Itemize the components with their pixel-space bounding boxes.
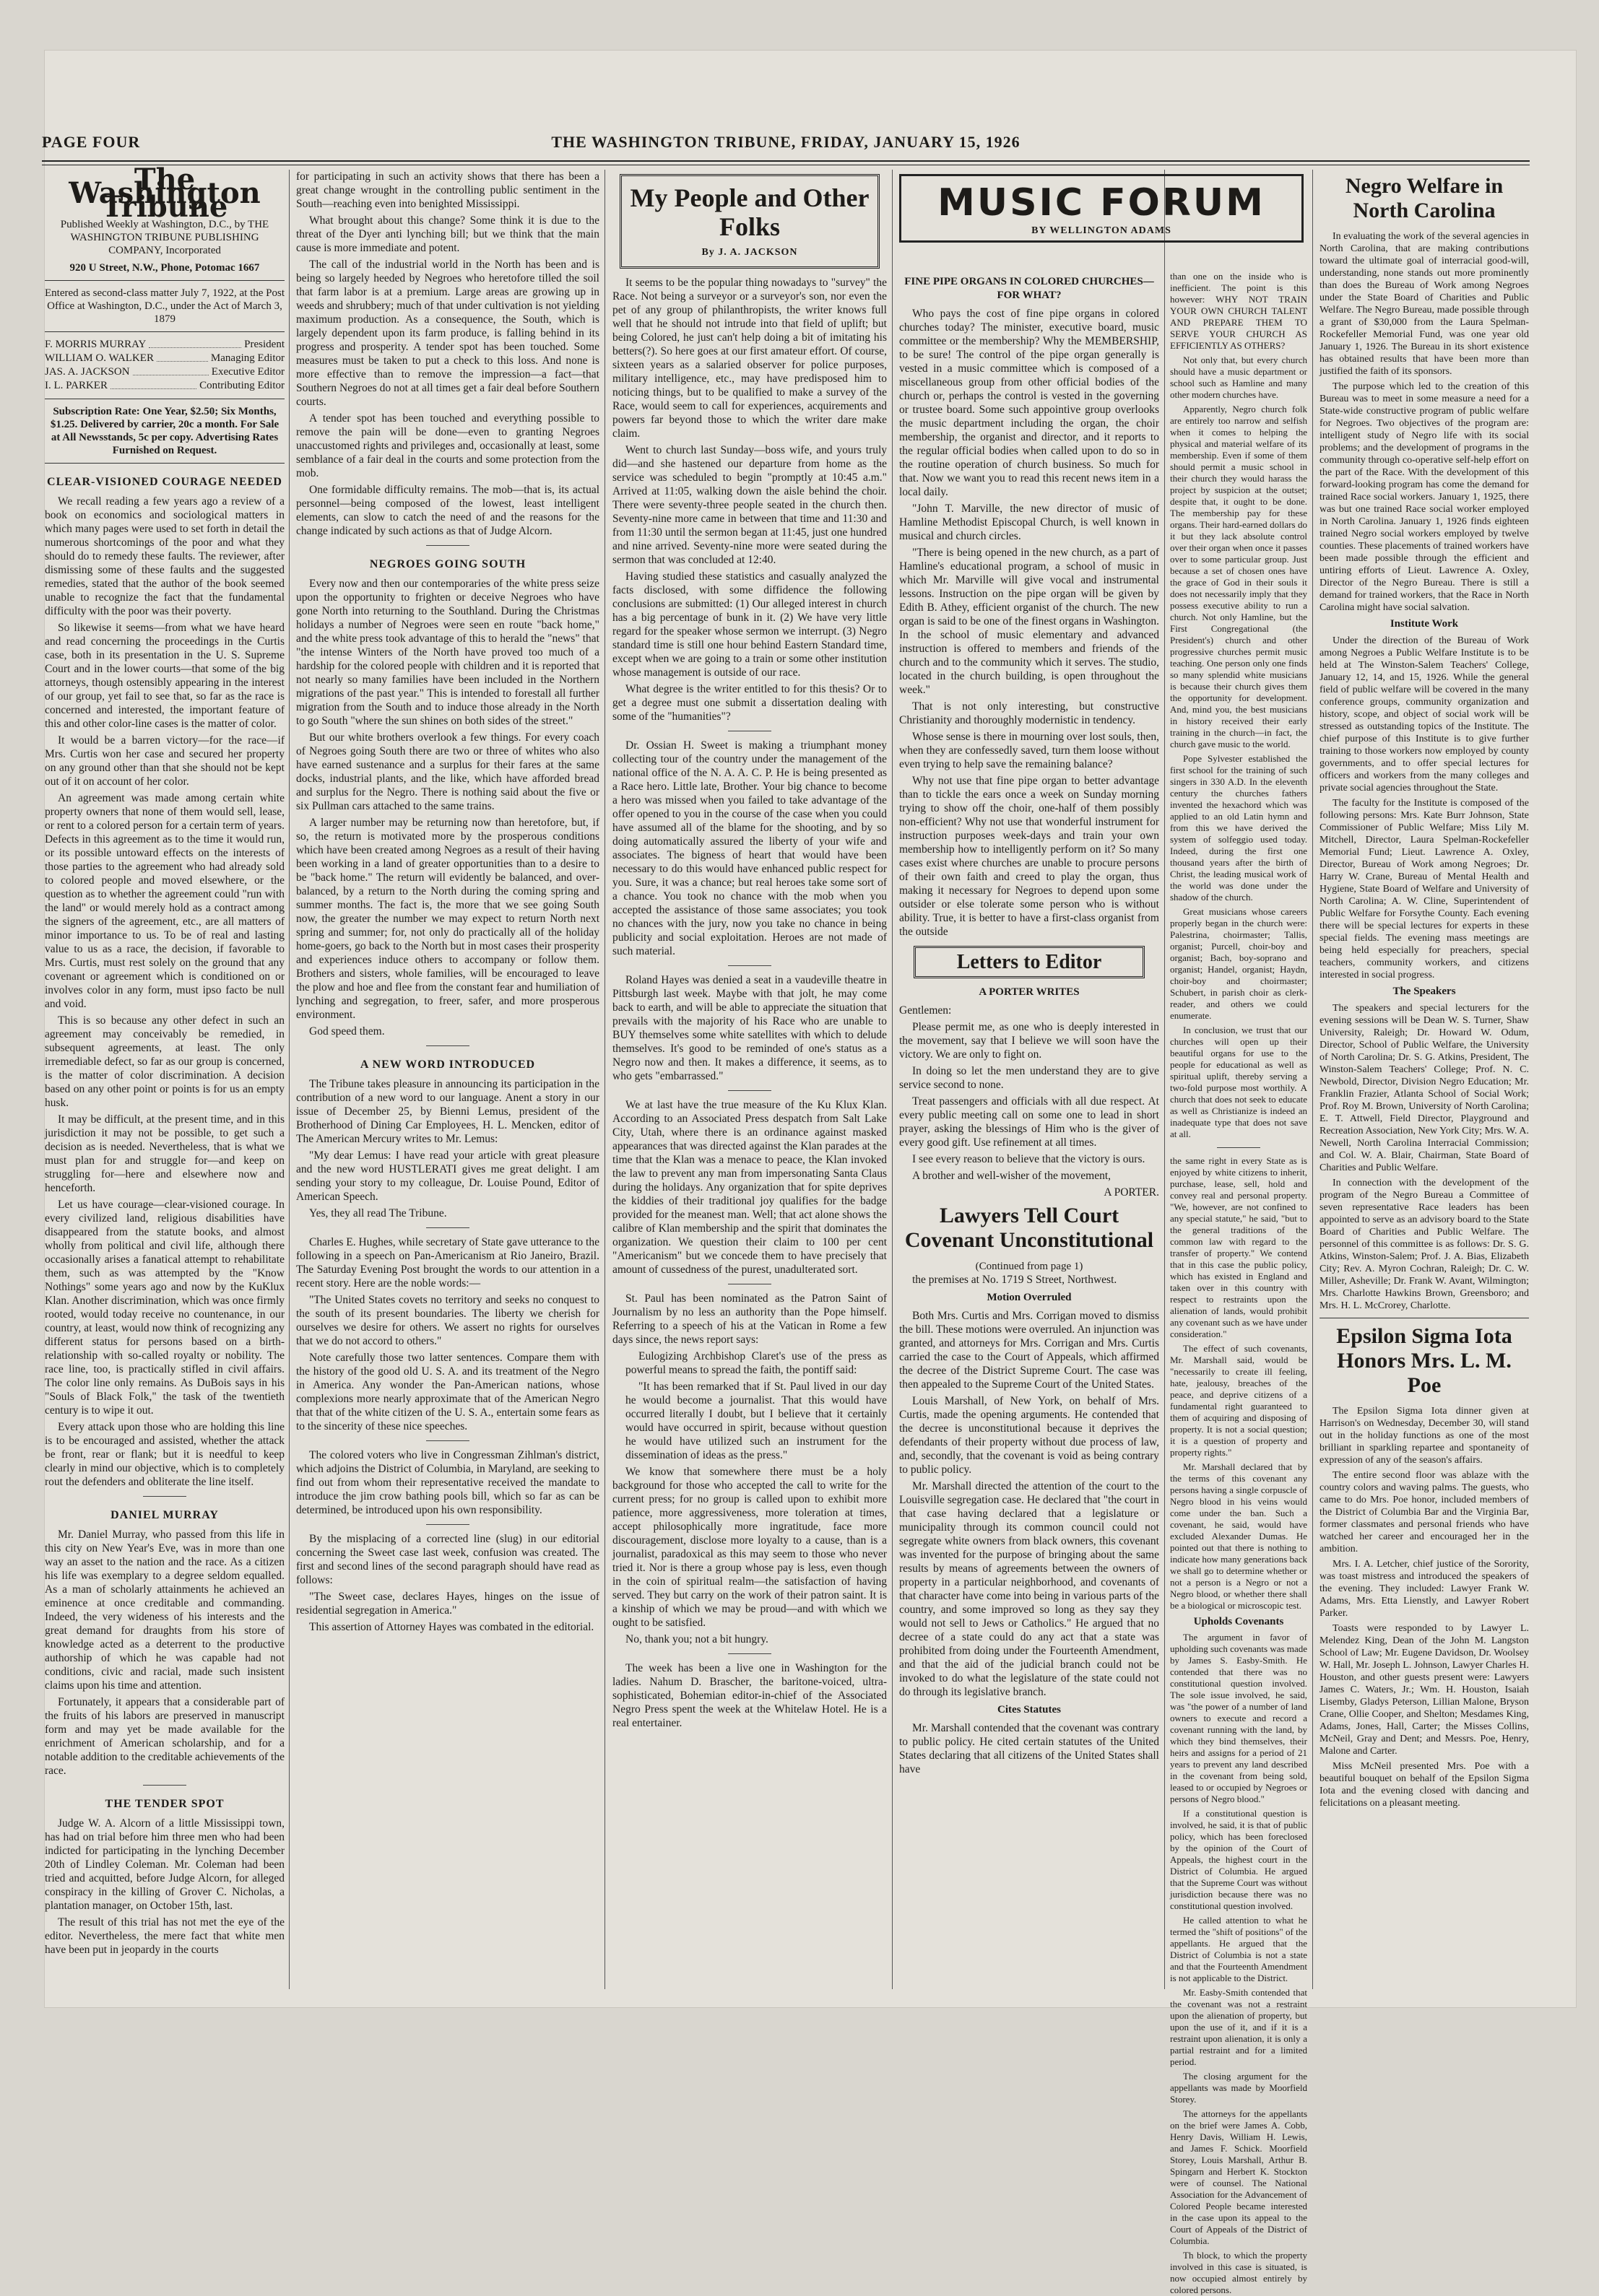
column-4 xyxy=(899,271,1159,1989)
paragraph: A larger number may be returning now than heretofore, but, if so, the return is motivated more by the prosperous conditions which have been created among Negroes as a result of their having been working in a land of greater opportunities than to a desire to be "back home." The return will evidently be balanced, and over-balanced, by a return to the North during the coming spring and summer months. The fact is, the more that we see going South now, the greater the number we may expect to return North next spring and summer; for, not only do practically all of the holiday home-goers, go back to the North but in most cases their prosperity and experiences induce others to accompany or follow them. Brothers and sisters, whole families, will be encouraged to leave the plow and hoe and flee from the constant fear and humiliation of lynching and segregation, to freer, safer, and more prosperous environment. xyxy=(296,817,599,1021)
divider xyxy=(426,1440,469,1441)
paragraph: Mr. Easby-Smith contended that the covenant was not a restraint upon the alienation of property, but upon the use of it, and if it is a restraint upon alienation, it is only a partial restraint and for a limited period. xyxy=(1170,1987,1307,2067)
staff-list xyxy=(45,338,285,393)
paragraph: Mr. Marshall declared that by the terms of this covenant any persons having a single corpuscle of Negro blood in his veins would come under the ban. Such a covenant, he said, would have excluded Alexander Dumas. He pointed out that there is nothing to indicate how many generations back we shall go to determine whether or not a person is a Negro or not a Negro blood, or whether there shall be a biological or microscopic test. xyxy=(1170,1461,1307,1611)
article-headline: Negro Welfare in North Carolina xyxy=(1345,174,1504,222)
paragraph: The purpose which led to the creation of this Bureau was to meet in some measure a need for a State-wide constructive program of public welfare for Negroes. Two objectives of the program are: intelligent study of Negro life with its social problems; and the development of programs in the community through co-operative self-help effort on the part of the Race. With the development of this forward-looking program has come the demand for trained Race social workers. January 1, 1925, there was but one trained Race social worker employed in North Carolina. January 1, 1926 finds eighteen trained Negro social workers employed by twelve counties. These placements of trained workers have been made possible through the efficient and untiring efforts of Lieut. Lawrence A. Oxley, Director of the Negro Bureau. There is still a demand for trained workers, that the Race in North Carolina might have social salvation. xyxy=(1320,381,1529,613)
page-number: PAGE FOUR xyxy=(42,133,141,151)
letters-title-box xyxy=(914,946,1145,978)
divider xyxy=(426,1524,469,1525)
paragraph: Miss McNeil presented Mrs. Poe with a beautiful bouquet on behalf of the Epsilon Sigma Iota and the evening closed with dancing and felicitations on a pleasant meeting. xyxy=(1320,1761,1529,1809)
divider xyxy=(728,1090,771,1091)
paragraph: That is not only interesting, but constructive Christianity and thoroughly modernistic in tendency. xyxy=(899,700,1159,726)
paragraph: Pope Sylvester established the first school for the training of such singers in 330 A.D. In the eleventh century the churches fathers invented the hexachord which was applied to an old Latin hymn and from this we have derived the system of solfeggio used today. Indeed, during the first one thousand years after the birth of Christ, the leading musical work of the world was done under the shadow of the church. xyxy=(1170,753,1307,903)
paragraph: Gentlemen: xyxy=(899,1004,952,1017)
paragraph: for participating in such an activity shows that there has been a great change wrought in the controlling public sentiment in the South—reaching even into benighted Mississippi. xyxy=(296,170,599,210)
paragraph: Louis Marshall, of New York, on behalf of Mrs. Curtis, made the opening arguments. He contended that the decree is unconstitutional because it deprives the defendants of their property without due process of law, and, secondly, that the covenant is void as being contrary to public policy. xyxy=(899,1395,1159,1476)
paragraph: Under the direction of the Bureau of Work among Negroes a Public Welfare Institute is to be held at The Winston-Salem Teachers' College, January 12, 14, and 15, 1926. While the general field of public welfare will be covered in the many conference groups, community organization and history, scope, and object of social work will be stressed as outstanding topics of the Institute. The chief purpose of this Institute is to give further training to those workers now employed by county governments, and to offer special lectures for officers and workers from the many colleges and private social agencies throughout the State. xyxy=(1320,635,1529,793)
column-rule xyxy=(604,170,605,1989)
paragraph: The effect of such covenants, Mr. Marshall said, would be "necessarily to create ill feeling, hate, jealousy, breaches of the peace, and deprive citizens of a fundamental right guaranteed to them of acquiring and disposing of property. It is not a social question; it is a question of property and property rights." xyxy=(1170,1343,1307,1458)
divider xyxy=(426,1227,469,1228)
article-subhead: FINE PIPE ORGANS IN COLORED CHURCHES—FOR WHAT? xyxy=(904,276,1154,301)
entry-notice: Entered as second-class matter July 7, 1922, at the Post Office at Washington, D.C., under the Act of March 3, 1879 xyxy=(45,287,285,325)
paragraph: Mr. Daniel Murray, who passed from this life in this city on New Year's Eve, was in more than one way an asset to the nation and the race. As a citizen his life was exemplary to a degree seldom equalled. As a man of scholarly attainments he achieved an eminence at once creditable and commanding. Indeed, the very wideness of his interests and the great demand for draughts from his store of knowledge acted as a deterrent to the productive authorship of which he was capable had not conditions, civic and racial, made such insistent claims upon his time and attention. xyxy=(45,1529,285,1692)
column-rule xyxy=(289,170,290,1989)
article-subhead: A PORTER WRITES xyxy=(979,986,1080,998)
byline: By J. A. JACKSON xyxy=(701,247,798,258)
paragraph: Charles E. Hughes, while secretary of State gave utterance to the following in a speech on Pan-Americanism at Rio Janeiro, Brazil. The Saturday Evening Post brought the words to our attention in a recent story. Here are the noble words:— xyxy=(296,1236,599,1290)
paragraph: Th block, to which the property involved in this case is situated, is now occupied almost entirely by colored persons. xyxy=(1170,2250,1307,2295)
masthead: The Washington Tribune xyxy=(69,162,261,224)
staff-row: JAS. A. JACKSON Executive Editor xyxy=(45,366,285,378)
paragraph: What degree is the writer entitled to for this thesis? Or to get a degree must one submit a dissertation dealing with some of the "humanities"? xyxy=(612,683,887,723)
paragraph: The Tribune takes pleasure in announcing its participation in the contribution of a new word to our language. Anent a story in our issue of December 25, by Bienni Lemus, president of the Brotherhood of Dining Car Employees, H. L. Mencken, editor of The American Mercury writes to Mr. Lemus: xyxy=(296,1078,599,1145)
paragraph: In evaluating the work of the several agencies in North Carolina, that are making contributions toward the ultimate goal of interracial good-will, understanding, none stands out more prominently than does the Bureau of Work among Negroes under the State Board of Charities and Public Welfare. The Negro Bureau, made possible through a grant of $30,000 from the Laura Spelman-Rockefeller Memorial Fund, was one year old January 1, 1926. The Bureau in its short existence has obtained results that have been more than justified the faith of its sponsors. xyxy=(1320,231,1529,377)
paragraph: The week has been a live one in Washington for the ladies. Nahum D. Brascher, the baritone-voiced, ultra-sophisticated, Bohemian editor-in-chief of the Associated Negro Press spent the week at the Whitelaw Hotel. He is a real entertainer. xyxy=(612,1662,887,1729)
paragraph: The colored voters who live in Congressman Zihlman's district, which adjoins the District of Columbia, in Maryland, are seeking to find out from whom their representative received the mandate to introduce the jim crow bathing pools bill, which so far as can be determined, be introduced upon his own responsibility. xyxy=(296,1449,599,1516)
paragraph: Why not use that fine pipe organ to better advantage than to tickle the ears once a week on Sunday morning trying to show off the choir, one-half of them possibly non-efficient? Why not use that wonderful instrument for instruction purposes week-days and train your own membership how to intelligently perform on it? So many cases exist where churches are unable to procure persons of their own faith and creed to play the organ, thus making it necessary for Negroes to depend upon some outsider or else tolerate some person who is without ability. True, it is better to have a first-class organist from the outside xyxy=(899,775,1159,938)
paragraph: Fortunately, it appears that a considerable part of the fruits of his labors are preserved in manuscript form and may yet be made available for the enrichment of American scholarship, and for a notable addition to the creditable achievements of the race. xyxy=(45,1696,285,1777)
editorial-heading: NEGROES GOING SOUTH xyxy=(369,558,526,570)
paragraph: The argument in favor of upholding such covenants was made by James S. Easby-Smith. He contended that there was no constitutional question involved. The sole issue involved, he said, was "the power of a number of land owners to execute and record a covenant running with the land, by which they bind themselves, their heirs and assigns for a period of 21 years to prevent any land described in the covenant from being sold, leased to or occupied by Negroes or persons of Negro blood." xyxy=(1170,1632,1307,1804)
paragraph: "The Sweet case, declares Hayes, hinges on the issue of residential segregation in America." xyxy=(296,1591,599,1617)
paragraph: Toasts were responded to by Lawyer L. Melendez King, Dean of the John M. Langston School of Law; Mr. Eugene Davidson, Dr. Woolsey W. Hall, Mr. Joseph L. Johnson, Lawyer Charles H. Houston, and other guests present were: Lawyers James C. Waters, Jr.; Wm. H. Houston, Isaiah Lisemby, Gladys Peterson, Lillian Malone, Bryson Crane, Ollie Cooper, and Shelton; Mesdames King, Adams, Jones, Hall, Carter; the Misses Collins, McNeil, Gray and Dent; and Messrs. Poe, Henry, Malone and Carter. xyxy=(1320,1623,1529,1757)
staff-row: F. MORRIS MURRAY President xyxy=(45,339,285,350)
paragraph: "The United States covets no territory and seeks no conquest to the south of its present boundaries. The liberty we cherish for ourselves we desire for others. We assert no rights for ourselves that we do not accord to others." xyxy=(296,1294,599,1347)
divider xyxy=(426,1045,469,1046)
paragraph: Every now and then our contemporaries of the white press seize upon the opportunity to frighten or deceive Negroes who have gone North into returning to the Southland. During the Christmas holidays a number of Negroes were seen en route "back home," and the white press took advantage of this to herald the "news" that "the intense Winters of the North have proved too much of a hardship for the colored people with children and it is reported that not nearly so many families have been included in the Northern migrations of the past year." This is intended to forestall all further migration from the South and to induce those already in the North to go South "where the sun shines on both sides of the street." xyxy=(296,578,599,727)
paragraph: "My dear Lemus: I have read your article with great pleasure and the new word HUSTLERATI gives me great delight. I am sending your story to my colleague, Dr. Louise Pound, Editor of American Speech. xyxy=(296,1149,599,1203)
column-rule xyxy=(1164,170,1165,1989)
paragraph: Mrs. I. A. Letcher, chief justice of the Sorority, was toast mistress and introduced the speakers of the evening. They included: Lawyer Frank W. Adams, Mrs. Etta Lienstly, and Lawyer Robert Parker. xyxy=(1320,1559,1529,1619)
editorial-heading: THE TENDER SPOT xyxy=(105,1798,225,1810)
column-title: My People and Other Folks xyxy=(630,183,870,241)
paragraph: than one on the inside who is inefficient. The point is this however: WHY NOT TRAIN YOUR OWN CHURCH TALENT AND PREPARE THEM TO SERVE YOUR CHURCH AS EFFICIENTLY AS OTHERS? xyxy=(1170,271,1307,351)
column-rule xyxy=(1312,170,1313,1989)
paragraph: We recall reading a few years ago a review of a book on economics and sociological matters in which many pages were used to set forth in detail the numerous shortcomings of the poor and what they should do to remedy these faults. The reviewer, after dismissing some of these faults and the suggested remedies, stated that the author of the book seemed unable to recognize the fact that the fundamental difficulty with the poor was their poverty. xyxy=(45,495,285,617)
paragraph: Who pays the cost of fine pipe organs in colored churches today? The minister, executive board, music committee or the membership? Why the MEMBERSHIP, to be sure! The control of the pipe organ generally is vested in a music committee which is composed of a miscellaneous group from other official bodies of the church or, perhaps the control is vested in the governing or trustee board. Some such appointive group overlooks the music department including the organ, the choir membership, the organist and director, and it reports to the regular official bodies when called upon to do so in the routine operation of church business. So much for that. Now we want you to read this recent news item in a local daily. xyxy=(899,308,1159,498)
paragraph: Judge W. A. Alcorn of a little Mississippi town, has had on trial before him three men who had been indicted for participating in the lynching December 20th of Lindley Coleman. Mr. Coleman had been tried and acquitted, before Judge Alcorn, for alleged conspiracy in the killing of Grover C. Nicholas, a plantation manager, on October 15th, last. xyxy=(45,1817,285,1912)
paragraph: the same right in every State as is enjoyed by white citizens to inherit, purchase, lease, sell, hold and convey real and personal property. "We, however, are not confined to any special statute," he said, "but to the general traditions of the common law with regard to the transfer of property." We contend that in this case the public policy, which has existed in England and taken over in this country with respect to restraints upon the alienation of lands, would prohibit any covenant such as we have under consideration." xyxy=(1170,1155,1307,1339)
paragraph: Note carefully those two latter sentences. Compare them with the history of the good old U. S. A. and its treatment of the Negro in America. Any wonder the Pan-American nations, whose complexions more nearly approximate that of the American Negro that that of the white citizen of the U. S. A., entertain some fears as to the sincerity of these nice speeches. xyxy=(296,1352,599,1432)
paragraph: The speakers and special lecturers for the evening sessions will be Dean W. S. Turner, Shaw University, Raleigh; Dr. Howard W. Odum, Director, School of Public Welfare, the University of North Carolina; Dr. S. G. Atkins, President, The Winston-Salem Teachers' College; Prof. N. C. Newbold, Director, Division Negro Education; Mr. Franklin Frazier, Atlanta School of Social Work; Prof. Roy M. Brown, University of North Carolina; E. T. Attwell, Field Director, Playground and Recreation Association, New York City; Mrs. W. A. Newell, North Carolina Interracial Commission; and Col. W. A. Blair, Chairman, State Board of Charities and Public Welfare. xyxy=(1320,1003,1529,1173)
paragraph: "John T. Marville, the new director of music of Hamline Methodist Episcopal Church, is well known in musical and church circles. xyxy=(899,503,1159,542)
paragraph: In doing so let the men understand they are to give service second to none. xyxy=(899,1065,1159,1091)
paragraph: The Epsilon Sigma Iota dinner given at Harrison's on Wednesday, December 30, will stand out in the holiday functions as one of the most brilliant in sparkling repartee and spontaneity of expression of any of the season's affairs. xyxy=(1320,1406,1529,1466)
paragraph: the premises at No. 1719 S Street, Northwest. xyxy=(912,1274,1117,1286)
column-5 xyxy=(1170,271,1307,2295)
folio-line xyxy=(42,129,1530,157)
paragraph: An agreement was made among certain white property owners that none of them would sell, lease, or rent to a colored person for a certain term of years. Defects in this agreement as to the time it would run, or its possible untoward effects on the interests of those parties to the agreement who had already sold to colored people and moved elsewhere, or the question as to whether the agreement could "run with the land" or would merely hold as a contract among the signers of the agreement, etc., are all matters of minor importance to us. To be of real and lasting value to us as a race, the decision, if favorable to Mrs. Curtis, must rest solely on the ground that any covenant or agreement which is conditioned on or involves color in any form, must ipso facto be null and void. xyxy=(45,792,285,1010)
music-forum-box xyxy=(899,174,1304,243)
signature: A PORTER. xyxy=(1104,1186,1159,1199)
paragraph: Eulogizing Archbishop Claret's use of the press as powerful means to spread the faith, the pontiff said: xyxy=(625,1350,887,1376)
paragraph: In connection with the development of the program of the Negro Bureau a Committee of seven representative Race leaders has been appointed to serve as an advisory board to the State Board of Charities and Public Welfare. The personnel of this committee is as follows: Dr. S. G. Atkins, Winston-Salem; Prof. J. A. Bias, Elizabeth City; Rev. A. Myron Cochran, Raleigh; Dr. C. W. Miller, Asheville; Dr. Frank W. Avant, Wilmington; Mrs. Charlotte Hawkins Brown, Greensboro; and Mrs. H. L. McCrorey, Charlotte. xyxy=(1320,1178,1529,1311)
office-address: 920 U Street, N.W., Phone, Potomac 1667 xyxy=(69,262,260,274)
staff-row: WILLIAM O. WALKER Managing Editor xyxy=(45,352,285,364)
paragraph: Not only that, but every church should have a music department or school such as Hamline and many other modern churches have. xyxy=(1170,355,1307,400)
paragraph: Please permit me, as one who is deeply interested in the movement, say that I believe we will soon have the victory. We are only to fight on. xyxy=(899,1021,1159,1061)
staff-row: I. L. PARKER Contributing Editor xyxy=(45,380,285,391)
paragraph: If a constitutional question is involved, he said, it is that of public policy, which has been foreclosed by the opinion of the Court of Appeals, the highest court in the District of Columbia. He argued that the Supreme Court was without jurisdiction because there was no constitutional question involved. xyxy=(1170,1808,1307,1911)
paragraph: The result of this trial has not met the eye of the editor. Nevertheless, the mere fact that white men have been put in jeopardy in the courts xyxy=(45,1916,285,1956)
article-subhead: Institute Work xyxy=(1390,618,1459,630)
paragraph: It would be a barren victory—for the race—if Mrs. Curtis won her case and secured her property on any ground other than that she should not be kept out of it on account of her color. xyxy=(45,734,285,788)
divider xyxy=(45,331,285,332)
dateline: THE WASHINGTON TRIBUNE, FRIDAY, JANUARY 15, 1926 xyxy=(551,133,1020,151)
paragraph: "It has been remarked that if St. Paul lived in our day he would become a journalist. That this would have occurred literally I doubt, but I believe that it certainly would have occurred in spirit, because without question he would have utilized such an instrument for the dissemination of ideas as the press." xyxy=(625,1380,887,1461)
continued-note: (Continued from page 1) xyxy=(975,1261,1083,1272)
divider xyxy=(1217,1147,1260,1148)
paragraph: The entire second floor was ablaze with the country colors and waving palms. The guests, who came to do Mrs. Poe honor, included members of the District of Columbia Bar and the Virginia Bar, former classmates and personal friends who have watched her career and encouraged her in the ambition. xyxy=(1320,1470,1529,1554)
paragraph: Having studied these statistics and casually analyzed the facts disclosed, with some diffidence the following conclusions are submitted: (1) Our alleged interest in church has a big percentage of bunk in it. (2) We have very little regard for the speaker whose sermon we interrupt. (3) Negro standard time is still one hour behind Eastern Standard time, except when we are going to a train or some other institution whose management is outside of our race. xyxy=(612,570,887,679)
music-forum-header xyxy=(899,170,1304,278)
paragraph: Let us have courage—clear-visioned courage. In every civilized land, religious disabilities have disappeared from the statute books, and almost wholly from political and civil life, although there occasionally arises a fanatical attempt to rehabilitate them, such as was attempted by the "Know Nothings" some years ago and now by the KuKlux Klan. Another discrimination, which was once firmly rooted, would today receive no countenance, in our country, at least, would now think of recognizing any different status for persons based on a birth-relationship with so-called royalty or nobility. The race line, too, is practically stifled in civil affairs. The color line only remains. As DuBois says in his "Souls of Black Folk," the task of the twentieth century is to wipe it out. xyxy=(45,1199,285,1417)
article-subhead: Cites Statutes xyxy=(997,1704,1061,1716)
divider xyxy=(426,545,469,546)
paragraph: Whose sense is there in mourning over lost souls, then, when they are confessedly saved, turn them loose without even trying to help save the remaining balance? xyxy=(899,731,1159,770)
divider xyxy=(45,463,285,464)
column-2 xyxy=(296,170,599,1989)
divider xyxy=(45,280,285,281)
editorial-heading: DANIEL MURRAY xyxy=(110,1509,219,1521)
paragraph: Went to church last Sunday—boss wife, and yours truly did—and she hastened our departure from home as the service was scheduled to begin "promptly at 10:45 a.m." Arrived at 11:05, walking down the aisle behind the choir. There were seventy-three people seated in the church then. Seventy-nine more came in between that time and 11:30 and from 11:30 until the sermon began at 11:45, just one hundred and nine arrived. Seventy-nine more were seated during the sermon that was concluded at 12:40. xyxy=(612,444,887,566)
paragraph: The faculty for the Institute is composed of the following persons: Mrs. Kate Burr Johnson, State Commissioner of Public Welfare; Miss Lily M. Mitchell, Director, Laura Spelman-Rockefeller Memorial Fund; Lieut. Lawrence A. Oxley, Director, Bureau of Work among Negroes; Dr. Harry W. Crane, Bureau of Mental Health and Hygiene, State Board of Welfare and University of North Carolina; A. W. Cline, Superintendent of Public Welfare for Forsythe County. Each evening there will be special lectures for experts in these special fields. The evening mass meetings are being held especially for preachers, special teachers, community workers, and citizens interested in social progress. xyxy=(1320,798,1529,980)
paragraph: Mr. Marshall contended that the covenant was contrary to public policy. He cited certain statutes of the United States declaring that all citizens of the United States shall have xyxy=(899,1722,1159,1775)
paragraph: No, thank you; not a bit hungry. xyxy=(625,1633,768,1645)
column-6 xyxy=(1320,170,1529,1989)
paragraph: Mr. Marshall directed the attention of the court to the Louisville segregation case. He declared that "the court in that case having declared that a legislature or municipality through its common council could not segregate white owners from black owners, this covenant was invented for the purpose of bringing about the same results by means of agreements between the owners of property in a particular neighborhood, and covenants of that character have come into being in various parts of the country, and some improved so long as they say they would not sell to Jews or Catholics." He argued that no decree of a state could do any act that a state was prohibited from doing under the Fourteenth Amendment, and that the aid of the judicial branch could not be invoked to do what the legislature of the state could not do through its legislative branch. xyxy=(899,1480,1159,1698)
paragraph: So likewise it seems—from what we have heard and read concerning the proceedings in the Curtis case, both in its presentation in the U. S. Supreme Court and in the lower courts—that some of the big attorneys, though ostensibly appearing in the interest of our group, yet fail to see that, so far as the race is concerned and interested, the important feature of this and other color-line cases is the matter of color. xyxy=(45,622,285,730)
article-subhead: Motion Overruled xyxy=(987,1292,1072,1303)
divider xyxy=(728,1653,771,1654)
column-3 xyxy=(612,170,887,1989)
paragraph: He called attention to what he termed the "shift of positions" of the appellants. He argued that the District of Columbia is not a state and that the Fourteenth Amendment is not applicable to the District. xyxy=(1170,1915,1307,1983)
paragraph: Treat passengers and officials with all due respect. At every public meeting call on some one to lead in short prayer, asking the blessings of Him who is the giver of every good gift. Use refinement at all times. xyxy=(899,1095,1159,1149)
paragraph: A brother and well-wisher of the movement, xyxy=(912,1170,1112,1182)
paragraph: It may be difficult, at the present time, and in this jurisdiction it may not be possible, to get such a decision as is needed. Nevertheless, that is what we must plan for and struggle for—and keep on struggling for—here and elsewhere now and henceforth. xyxy=(45,1113,285,1194)
editorial-heading: CLEAR-VISIONED COURAGE NEEDED xyxy=(47,476,282,488)
article-subhead: Upholds Covenants xyxy=(1193,1616,1284,1627)
publisher-line: Published Weekly at Washington, D.C., by THE WASHINGTON TRIBUNE PUBLISHING COMPANY, Incorporated xyxy=(60,219,269,256)
paragraph: The attorneys for the appellants on the brief were James A. Cobb, Henry Davis, William H. Lewis, and James F. Schick. Moorfield Storey, Louis Marshall, Arthur B. Spingarn and Herbert K. Stockton were of counsel. The National Association for the Advancement of Colored People became interested in the case upon its appeal to the Court of Appeals of the District of Columbia. xyxy=(1170,2108,1307,2246)
paragraph: I see every reason to believe that the victory is ours. xyxy=(912,1153,1145,1165)
paragraph: By the misplacing of a corrected line (slug) in our editorial concerning the Sweet case last week, confusion was created. The first and second lines of the second paragraph should have read as follows: xyxy=(296,1533,599,1586)
paragraph: One formidable difficulty remains. The mob—that is, its actual personnel—being composed of the lowest, least intelligent elements, can slow to catch the need of and the reasons for the change indicated by such actions as that of Judge Alcorn. xyxy=(296,484,599,537)
byline: BY WELLINGTON ADAMS xyxy=(1031,225,1171,236)
paragraph: Both Mrs. Curtis and Mrs. Corrigan moved to dismiss the bill. These motions were overruled. An injunction was granted, and attorneys for Mrs. Corrigan and Mrs. Curtis carried the case to the Court of Appeals, which affirmed the decree of the District Supreme Court. The case was then appealed to the Supreme Court of the United States. xyxy=(899,1310,1159,1391)
paragraph: Yes, they all read The Tribune. xyxy=(309,1207,447,1219)
paragraph: St. Paul has been nominated as the Patron Saint of Journalism by no less an authority than the Pope himself. Referring to a speech of his at the Vatican in Rome a few days since, the news report says: xyxy=(612,1292,887,1346)
paragraph: This is so because any other defect in such an agreement may conceivably be remedied, in subsequent agreements, at least. The only irremediable defect, so far as our group is concerned, is the matter of color discrimination. A decision based on any other point or points is for us an empty husk. xyxy=(45,1014,285,1109)
paragraph: What brought about this change? Some think it is due to the threat of the Dyer anti lynching bill; but we think that the main cause is more immediate and potent. xyxy=(296,214,599,254)
letters-title: Letters to Editor xyxy=(956,951,1102,973)
paragraph: The closing argument for the appellants was made by Moorfield Storey. xyxy=(1170,2071,1307,2105)
paragraph: Apparently, Negro church folk are entirely too narrow and selfish when it comes to helping the physical and material welfare of its membership. Even if some of them should permit a music school in their church they would harass the project by suspicion at the outset; despite that, it ought to be done. The membership pay for these organs. Their hard-earned dollars do it but they lack absolute control over their organ when once it passes over to some particular group. Just because a set of chosen ones have the grace of God in their souls it does not necessarily imply that they possess executive ability to run a church. Not only Hamline, but the First Congregational (the President's) church and other progressive churches permit music teaching. One person only one finds so many splendid white musicians is because their church gives them the opportunity for development. And, mind you, the best musicians in history received their early training in the church—in fact, the church gave music to the world. xyxy=(1170,404,1307,749)
subscription-rates: Subscription Rate: One Year, $2.50; Six Months, $1.25. Delivered by carrier, 20c a month. For Sale at All Newsstands, 5c per copy. Advertising Rates Furnished on Request. xyxy=(50,406,280,456)
column-rule xyxy=(892,170,893,1989)
divider xyxy=(143,1785,186,1786)
paragraph: This assertion of Attorney Hayes was combated in the editorial. xyxy=(309,1621,594,1633)
article-headline: Lawyers Tell Court Covenant Unconstitutional xyxy=(904,1204,1154,1252)
top-rule xyxy=(42,160,1530,165)
paragraph: "There is being opened in the new church, as a part of Hamline's educational program, a school of music in which Mr. Marville will give vocal and instrumental lessons. Instruction on the pipe organ will be given by Edith B. Athey, efficient organist of the church. The new organ is said to be one of the finest organs in Washington. In the school of music elementary and advanced instruction is offered to members and friends of the church and to the community which it serves. The studio, located in the church building, is open throughout the week." xyxy=(899,547,1159,696)
paragraph: In conclusion, we trust that our churches will open up their beautiful organs for use to the people for educational as well as spiritual uplift, thereby serving a two-fold purpose most worthily. A church that does not seek to educate as well as Christianize is indeed an inadequate type that does not save at all. xyxy=(1170,1025,1307,1139)
article-headline: Epsilon Sigma Iota Honors Mrs. L. M. Poe xyxy=(1336,1324,1512,1397)
paragraph: A tender spot has been touched and everything possible to remove the pain will be done—even to granting Negroes unaccustomed rights and privileges and, occasionally at least, some semblance of a fair deal in the courts and some protection from the mob. xyxy=(296,412,599,479)
column-1 xyxy=(45,162,285,1989)
paragraph: We know that somewhere there must be a holy background for those who accepted the call to write for the current press; for no group is called upon to exhibit more patience, more aggressiveness, more toleration at times, accept philosophically more ingratitude, face more discouragement, disclose more loyalty to a cause, than is a journalist, paradoxical as this may seem to those who never tried it. Nor is there a group whose pay is less, even though in the coin of spiritual realm—the satisfaction of having served. They but carry on the work of their patron saint. It is a kinship of which we may be proud—and with which we ought to be satisfied. xyxy=(612,1466,887,1629)
paragraph: But our white brothers overlook a few things. For every coach of Negroes going South there are two or three of whites who also have earned sustenance and a surplus for their fares at the same docks, industrial plants, and the like, which have afforded bread and surplus for the Negro. There is nothing said about the five or six Pullman cars attached to the same trains. xyxy=(296,731,599,812)
music-forum-title: MUSIC FORUM xyxy=(937,181,1265,225)
editorial-heading: A NEW WORD INTRODUCED xyxy=(360,1058,536,1071)
paragraph: God speed them. xyxy=(309,1025,385,1038)
paragraph: Roland Hayes was denied a seat in a vaudeville theatre in Pittsburgh last week. Maybe with that jolt, he may come back to earth, and will be able to appreciate the situation that prevails with the majority of his Race who are unable to BUY themselves some white satellites with which to delude themselves. It's good to be reminded of one's status as a Negro now and then. It makes a difference, it seems, as to who gets "embarrassed." xyxy=(612,974,887,1082)
divider xyxy=(728,965,771,966)
paragraph: Every attack upon those who are holding this line is to be encouraged and assisted, whether the attack be front, rear or flank; but it is needful to keep clearly in mind our objective, which is to completely rout the defenders and obliterate the line itself. xyxy=(45,1421,285,1488)
column-title-box xyxy=(620,174,880,269)
paragraph: Great musicians whose careers properly began in the church were: Palestrina, choirmaster; Tallis, organist; Purcell, choir-boy and organist; Bach, boy-soprano and organist; Handel, organist; Haydn, choir-boy and choirmaster; Schubert, in parish choir as clerk-reader, and others we could enumerate. xyxy=(1170,906,1307,1021)
paragraph: We at last have the true measure of the Ku Klux Klan. According to an Associated Press despatch from Salt Lake City, Utah, where there is an ordinance against masked appearances that was directed against the Klan parades at the time that the Klan was a menace to peace, the Klan invoked the law to prevent any man from impersonating Santa Claus during the holidays. Any organization that for spite deprives the kiddies of their traditional joy qualifies for the badge provided for the meanest man. Well; that act alone shows the calibre of Klan membership and the spirit that dominates the organization. We question their claim to 100 per cent "Americanism" but we concede them to have precisely that amount of cussedness of the purest, unadulterated sort. xyxy=(612,1099,887,1276)
paragraph: It seems to be the popular thing nowadays to "survey" the Race. Not being a surveyor or a surveyor's son, nor even the pet of any group of philanthropists, the writer knows full well that he should not intrude into that field of uplift; but being Colored, he just can't help doing a bit of imitating his betters(?). So here goes at our first amateur effort. Of course, sixteen years as a salaried observer for police purposes, military intelligence, etc., may have predisposed him to noticing things, but to be qualified to make a survey of the Race, would seem to call for experiences, acquirements and powers far beyond those to which the writer dare make claim. xyxy=(612,277,887,440)
divider xyxy=(143,1496,186,1497)
paragraph: The call of the industrial world in the North has been and is being so largely heeded by Negroes who heretofore tilled the soil that farm labor is at a premium. Large areas are growing up in weeds and shrubbery; much of that under cultivation is not yielding maximum production. As a consequence, the South, which is largely dependent upon its farm produce, is falling behind in its progress and prosperity. A tender spot has been touched. Some measures must be taken to put a check to this loss. And none is more effective than to remove the impression—a fact—that Southern Negroes do not at all times get a fair deal before Southern courts. xyxy=(296,258,599,408)
article-subhead: The Speakers xyxy=(1392,986,1456,997)
paragraph: Dr. Ossian H. Sweet is making a triumphant money collecting tour of the country under the management of the national office of the N. A. A. C. P. He is being presented as a Race hero. Little late, Brother. Your big chance to become a hero was missed when you failed to take advantage of the offer opened to you in the course of the case when you could have assumed all of the blame for the shooting, and by so doing automatically assured the liberty of your wife and associates. The bigness of heart that would have been necessary to do this would have enhanced public respect for you. Sure, it was a chance; but real heroes take some sort of a chance. You took no chance with the mob when you accepted the assistance of those same associates; you took no chances with the jury, now you take no chance in being publicity and social exploitation. Heroes are not made of such material. xyxy=(612,739,887,957)
